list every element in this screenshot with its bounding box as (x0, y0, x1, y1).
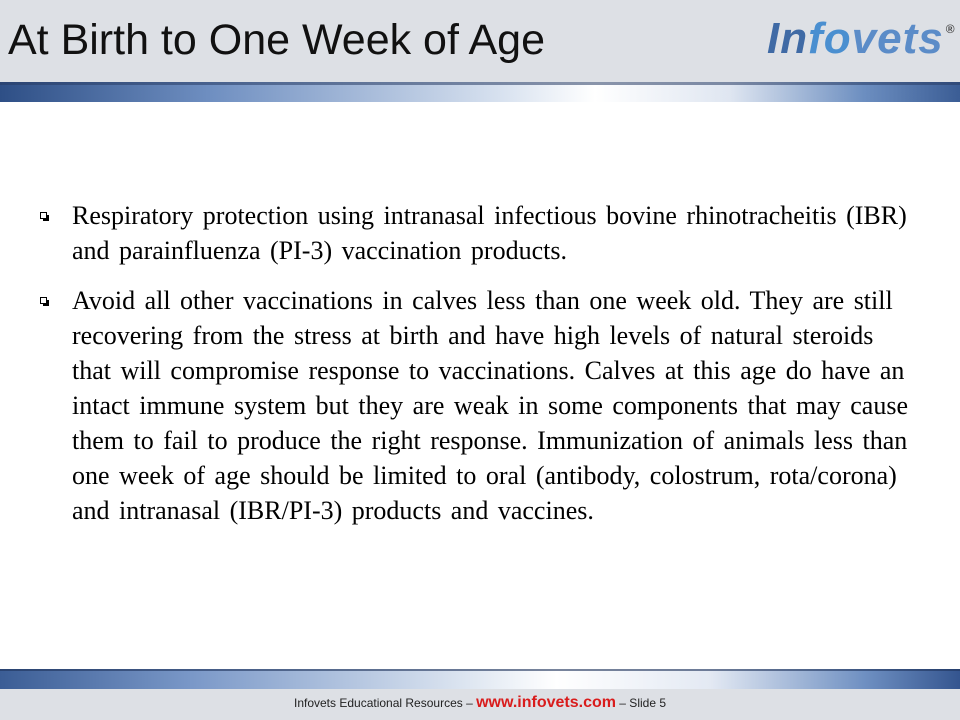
footer-url-link[interactable]: www.infovets.com (476, 694, 616, 711)
square-bullet-icon (40, 212, 47, 219)
bullet-text: Respiratory protection using intranasal infectious bovine rhinotracheitis (IBR) and parainfluenza (PI-3) vaccination products. (72, 201, 907, 265)
bullet-item (38, 283, 918, 528)
footer-divider-band (0, 669, 960, 689)
bullet-item (38, 198, 918, 268)
logo-text-in: In (767, 14, 809, 63)
footer-prefix: Infovets Educational Resources – (293, 696, 477, 710)
slide-title: At Birth to One Week of Age (8, 16, 545, 64)
slide-header (0, 0, 960, 82)
slide-body (38, 198, 918, 543)
slide-footer (0, 689, 960, 720)
footer-text (0, 694, 960, 712)
header-divider-band (0, 82, 960, 102)
logo-text-fo: fo (808, 14, 852, 63)
bullet-text: Avoid all other vaccinations in calves less than one week old. They are still recovering from the stress at birth and have high levels of natural steroids that will compromise response to vaccinations. Calves at this age do have an intact immune system but they are weak in some components that may cause them to fail to produce the right response. Immunization of animals less than one week of age should be limited to oral (antibody, colostrum, rota/corona) and intranasal (IBR/PI-3) products and vaccines. (72, 286, 909, 525)
logo-text-vets: vets (851, 14, 944, 63)
footer-suffix: – Slide 5 (615, 696, 667, 710)
infovets-logo (767, 14, 956, 64)
square-bullet-icon (40, 297, 47, 304)
registered-mark: ® (945, 22, 956, 36)
